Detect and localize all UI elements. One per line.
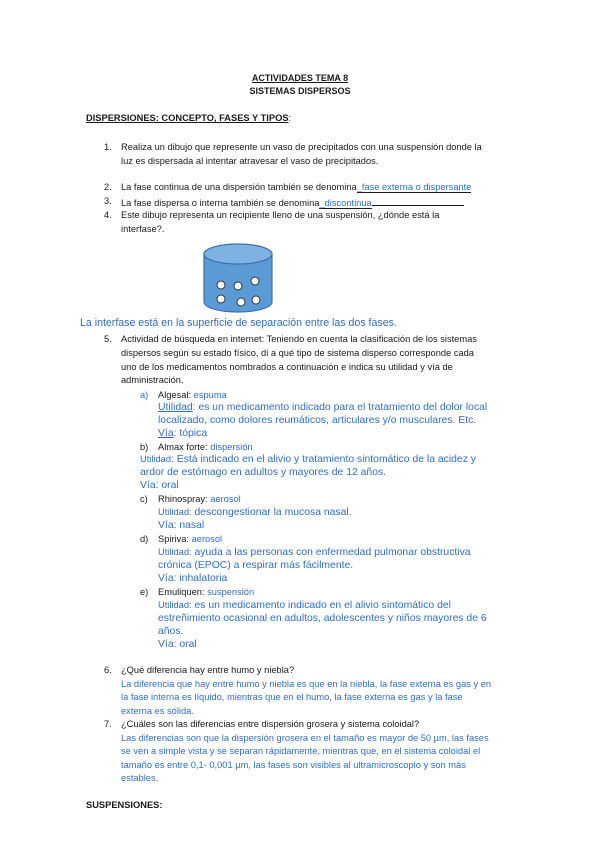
item-c-utilidad: Utilidad: descongestionar la mucosa nasal. [158, 507, 352, 518]
item-a-via: Vía: tópica [158, 428, 208, 439]
item-a-utilidad-line2: localizado, como dolores reumáticos, articulares y/o musculares. Etc. [158, 415, 477, 426]
q4-number: 4. [104, 210, 112, 220]
q7-answer-line2: se ven a simple vista y se separan rápidamente, mientras que, en el sistema coloidal el [121, 746, 481, 756]
item-e-name: Emuliquen: suspensión [158, 587, 255, 597]
section-heading-suspensiones: SUSPENSIONES: [86, 800, 163, 810]
item-e-letter: e) [140, 587, 149, 597]
q6-question: ¿Qué diferencia hay entre humo y niebla? [121, 665, 295, 675]
item-c-name: Rhinospray: aerosol [158, 494, 241, 504]
q6-number: 6. [104, 665, 112, 675]
q5-line1: Actividad de búsqueda en internet: Teniendo en cuenta la clasificación de los sistemas [121, 334, 477, 344]
q4-answer: La interfase está en la superficie de separación entre las dos fases. [80, 317, 397, 329]
q4-line1: Este dibujo representa un recipiente lleno de una suspensión, ¿dónde está la [121, 210, 440, 220]
item-c-letter: c) [140, 494, 148, 504]
q1-number: 1. [104, 142, 112, 152]
item-d-letter: d) [140, 534, 149, 544]
q7-question: ¿Cuáles son las diferencias entre dispersión grosera y sistema coloidal? [121, 719, 420, 729]
q7-answer-line1: Las diferencias son que la dispersión grosera en el tamaño es mayor de 50 µm, las fases [121, 733, 489, 743]
item-b-name: Almax forte: dispersión [158, 442, 253, 452]
item-a-name: Algesal: espuma [158, 390, 227, 400]
q1-line1: Realiza un dibujo que represente un vaso de precipitados con una suspensión donde la [121, 142, 482, 152]
item-b-letter: b) [140, 442, 149, 452]
q7-number: 7. [104, 719, 112, 729]
beaker-drawing [198, 240, 278, 316]
doc-title: ACTIVIDADES TEMA 8 [251, 73, 349, 83]
q6-answer-line1: La diferencia que hay entre humo y niebla es que en la niebla, la fase externa es gas y en [121, 679, 492, 689]
item-a-utilidad: Utilidad: es un medicamento indicado para el tratamiento del dolor local [158, 402, 488, 413]
q5-line4: administración. [121, 375, 184, 385]
item-e-utilidad-line2: estreñimiento ocasional en adultos, adolescentes y niños mayores de 6 [158, 613, 487, 624]
item-c-via: Vía: nasal [158, 520, 205, 531]
q7-answer-line4: estables. [121, 773, 159, 783]
q5-line2: dispersos según su estado físico, di a qué tipo de sistema disperso corresponde cada [121, 348, 474, 358]
q2-answer: _fase externa o dispersante [356, 182, 472, 192]
item-b-utilidad-line2: ardor de estómago en adultos y mayores de 12 años. [140, 467, 387, 478]
q5-line3: uno de los medicamentos nombrados a continuación e indica su utilidad y vía de [121, 362, 453, 372]
item-b-utilidad: Utilidad: Está indicado en el alivio y tratamiento sintomático de la acidez y [140, 454, 476, 465]
item-e-utilidad-line3: años. [158, 626, 184, 637]
q2-number: 2. [104, 182, 112, 192]
q1-line2: luz es dispersada al intentar atravesar el vaso de precipitados. [121, 156, 379, 166]
item-d-via: Vía: inhalatoria [158, 573, 228, 584]
q6-answer-line2: la fase interna es líquido, mientras que en el humo, la fase externa es gas y la fase [121, 692, 463, 702]
item-e-via: Vía: oral [158, 639, 197, 650]
item-a-letter: a) [140, 390, 149, 400]
q7-answer-line3: tamaño es entre 0,1- 0,001 µm, las fases son visibles al ultramicroscopio y son más [121, 760, 466, 770]
q6-answer-line3: externa es sólida. [121, 706, 194, 716]
item-b-via: Vía: oral [140, 480, 179, 491]
section-heading-dispersiones: DISPERSIONES: CONCEPTO, FASES Y TIPOS: [86, 113, 292, 123]
q3-answer: _discontinua [319, 198, 372, 208]
q3-number: 3. [104, 196, 112, 206]
q3-text: La fase dispersa o interna también se denomina_discontinua [121, 195, 464, 210]
item-d-utilidad-line2: crónica (EPOC) a respirar más fácilmente. [158, 560, 354, 571]
item-d-name: Spiriva: aerosol [158, 534, 223, 544]
item-d-utilidad: Utilidad: ayuda a las personas con enfermedad pulmonar obstructiva [158, 547, 471, 558]
doc-subtitle: SISTEMAS DISPERSOS [249, 86, 351, 96]
item-e-utilidad: Utilidad: es un medicamento indicado en el alivio sintomático del [158, 600, 451, 611]
q2-text: La fase continua de una dispersión también se denomina_fase externa o dispersante [121, 182, 472, 192]
q5-number: 5. [104, 334, 112, 344]
q4-line2: interfase?. [121, 224, 165, 234]
